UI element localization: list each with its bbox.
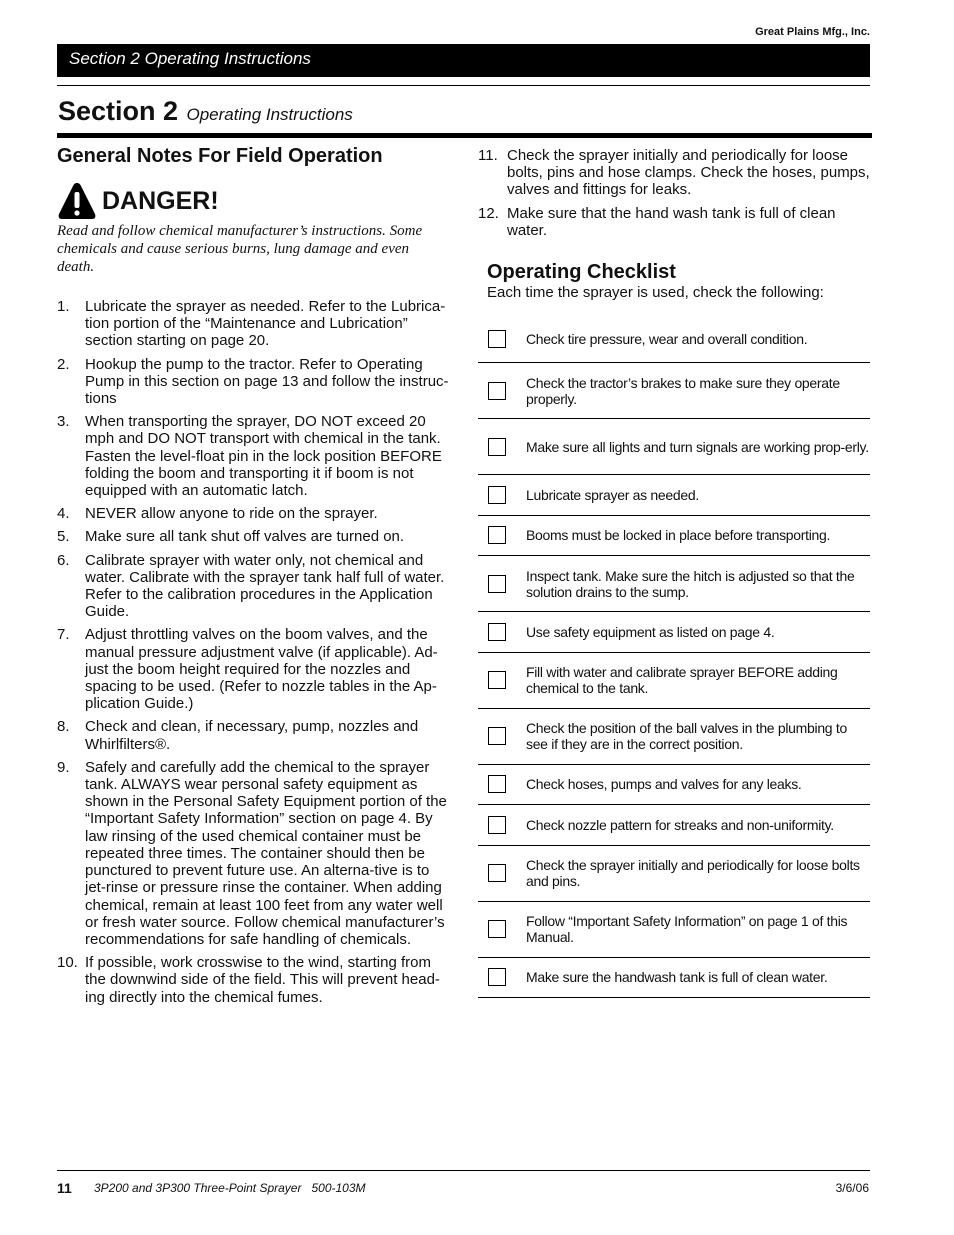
checkbox[interactable] (488, 816, 506, 834)
step-text: If possible, work crosswise to the wind, starting from the downwind side of the field. This will prevent head-ing directly into the chemical fumes. (85, 954, 440, 1006)
step-number: 1. (57, 298, 70, 315)
section-number-title: Section 2 (58, 96, 179, 126)
company-name: Great Plains Mfg., Inc. (755, 26, 870, 38)
checkbox[interactable] (488, 438, 506, 456)
step-number: 9. (57, 758, 70, 776)
checklist-item (478, 846, 870, 902)
checklist-item (478, 516, 870, 557)
step-number: 3. (57, 413, 70, 431)
checklist-item-text: Use safety equipment as listed on page 4. (526, 623, 775, 640)
step-number: 8. (57, 718, 70, 736)
checklist-item-text: Booms must be locked in place before transporting. (526, 527, 831, 544)
step-item (57, 298, 457, 350)
danger-callout (57, 182, 457, 220)
step-number: 4. (57, 505, 70, 523)
danger-title: DANGER! (102, 186, 219, 215)
footer-divider (57, 1170, 870, 1171)
step-item (57, 954, 457, 1006)
danger-text: Read and follow chemical manufacturer’s instructions. Some chemicals and cause serious burns, lung damage and even death. (57, 223, 423, 275)
step-text: Make sure all tank shut off valves are turned on. (85, 528, 405, 546)
checklist-item (478, 958, 870, 999)
checkbox[interactable] (488, 526, 506, 544)
field-operation-heading: General Notes For Field Operation (57, 145, 383, 167)
step-number: 2. (57, 355, 70, 373)
step-text: NEVER allow anyone to ride on the sprayer. (85, 505, 378, 523)
step-number: 12. (478, 204, 499, 222)
checkbox[interactable] (488, 575, 506, 593)
step-text: Hookup the pump to the tractor. Refer to Operating Pump in this section on page 13 and follow the instruc-tions (85, 355, 449, 408)
warning-triangle-icon (57, 182, 97, 220)
checkbox[interactable] (488, 775, 506, 793)
step-item (478, 205, 872, 239)
checkbox[interactable] (488, 727, 506, 745)
checklist-item-text: Check the tractor’s brakes to make sure they operate properly. (526, 374, 840, 407)
step-item (57, 505, 457, 522)
step-text: Calibrate sprayer with water only, not chemical and water. Calibrate with the sprayer tank half full of water. Refer to the calibration procedures in the Application Guide. (85, 551, 445, 621)
step-number: 11. (478, 147, 498, 164)
operating-checklist (478, 315, 870, 998)
left-column (57, 145, 457, 1012)
checklist-item (478, 556, 870, 612)
checkbox[interactable] (488, 968, 506, 986)
step-item (57, 759, 457, 948)
checklist-item (478, 475, 870, 516)
right-column (478, 147, 872, 998)
checkbox[interactable] (488, 330, 506, 348)
page-title (58, 96, 353, 127)
checklist-item-text: Check tire pressure, wear and overall condition. (526, 330, 808, 347)
checklist-item-text: Make sure all lights and turn signals are working prop-erly. (526, 438, 869, 455)
step-text: Adjust throttling valves on the boom valves, and the manual pressure adjustment valve (if applicable). Ad-just the boom height required for the nozzles and spacing to be used. (Refer to nozzle tables in the Ap-plication Guide.) (85, 626, 438, 713)
checklist-item-text: Check hoses, pumps and valves for any leaks. (526, 776, 802, 793)
step-number: 6. (57, 551, 70, 569)
step-item (57, 718, 457, 752)
checklist-item-text: Check the position of the ball valves in the plumbing to see if they are in the correct position. (526, 720, 847, 753)
checklist-item (478, 363, 870, 419)
checkbox[interactable] (488, 671, 506, 689)
checklist-item (478, 902, 870, 958)
checkbox[interactable] (488, 864, 506, 882)
checklist-title: Operating Checklist (487, 261, 676, 284)
step-item (57, 528, 457, 545)
page-number: 11 (57, 1180, 72, 1196)
header-divider (57, 85, 870, 86)
step-number: 5. (57, 528, 70, 546)
checklist-item-text: Fill with water and calibrate sprayer BEFORE adding chemical to the tank. (526, 664, 838, 697)
document-date: 3/6/06 (835, 1181, 869, 1195)
checkbox[interactable] (488, 920, 506, 938)
checklist-item (478, 315, 870, 363)
checklist-item (478, 709, 870, 765)
checkbox[interactable] (488, 623, 506, 641)
checklist-intro: Each time the sprayer is used, check the following: (487, 284, 824, 302)
step-item (57, 626, 457, 712)
section-subtitle: Operating Instructions (186, 105, 353, 124)
checkbox[interactable] (488, 486, 506, 504)
checklist-item-text: Check the sprayer initially and periodically for loose bolts and pins. (526, 857, 860, 890)
checklist-item (478, 805, 870, 846)
title-divider (57, 133, 872, 138)
checklist-item (478, 653, 870, 709)
step-text: When transporting the sprayer, DO NOT exceed 20 mph and DO NOT transport with chemical in the tank. Fasten the level-float pin in the lock position BEFORE folding the boom and transporting it if boom is not equipped with an automatic latch. (85, 413, 442, 500)
step-number: 7. (57, 626, 70, 644)
document-title: 3P200 and 3P300 Three-Point Sprayer 500-103M (94, 1181, 366, 1195)
checklist-item (478, 765, 870, 806)
section-header-bar: Section 2 Operating Instructions (57, 44, 870, 77)
checklist-item-text: Check nozzle pattern for streaks and non-uniformity. (526, 816, 834, 833)
step-item (478, 147, 872, 199)
step-text: Lubricate the sprayer as needed. Refer to the Lubrica-tion portion of the “Maintenance and Lubrication” section starting on page 20. (85, 298, 446, 350)
checklist-item-text: Follow “Important Safety Information” on page 1 of this Manual. (526, 913, 848, 946)
step-text: Safely and carefully add the chemical to the sprayer tank. ALWAYS wear personal safety equipment as shown in the Personal Safety Equipment portion of the “Important Safety Information” section on page 4. By law rinsing of the used chemical container must be repeated three times. The container should then be punctured to prevent future use. An alterna-tive is to jet-rinse or pressure rinse the container. When adding chemical, remain at least 100 feet from any water well or fresh water source. Follow chemical manufacturer’s recommendations for safe handling of chemicals. (85, 758, 447, 948)
step-item (57, 356, 457, 408)
step-text: Check the sprayer initially and periodically for loose bolts, pins and hose clamps. Check the hoses, pumps, valves and fittings for leaks. (507, 147, 870, 199)
step-text: Check and clean, if necessary, pump, nozzles and Whirlfilters®. (85, 718, 419, 753)
operation-steps-list-continued (478, 147, 872, 239)
checklist-item-text: Lubricate sprayer as needed. (526, 486, 699, 503)
operation-steps-list (57, 298, 457, 1006)
step-text: Make sure that the hand wash tank is full of clean water. (507, 204, 836, 239)
checklist-item-text: Make sure the handwash tank is full of clean water. (526, 969, 828, 986)
step-number: 10. (57, 954, 78, 972)
step-item (57, 413, 457, 499)
checklist-item-text: Inspect tank. Make sure the hitch is adjusted so that the solution drains to the sump. (526, 567, 855, 600)
checklist-item (478, 612, 870, 653)
checkbox[interactable] (488, 382, 506, 400)
step-item (57, 552, 457, 621)
checklist-item (478, 419, 870, 475)
